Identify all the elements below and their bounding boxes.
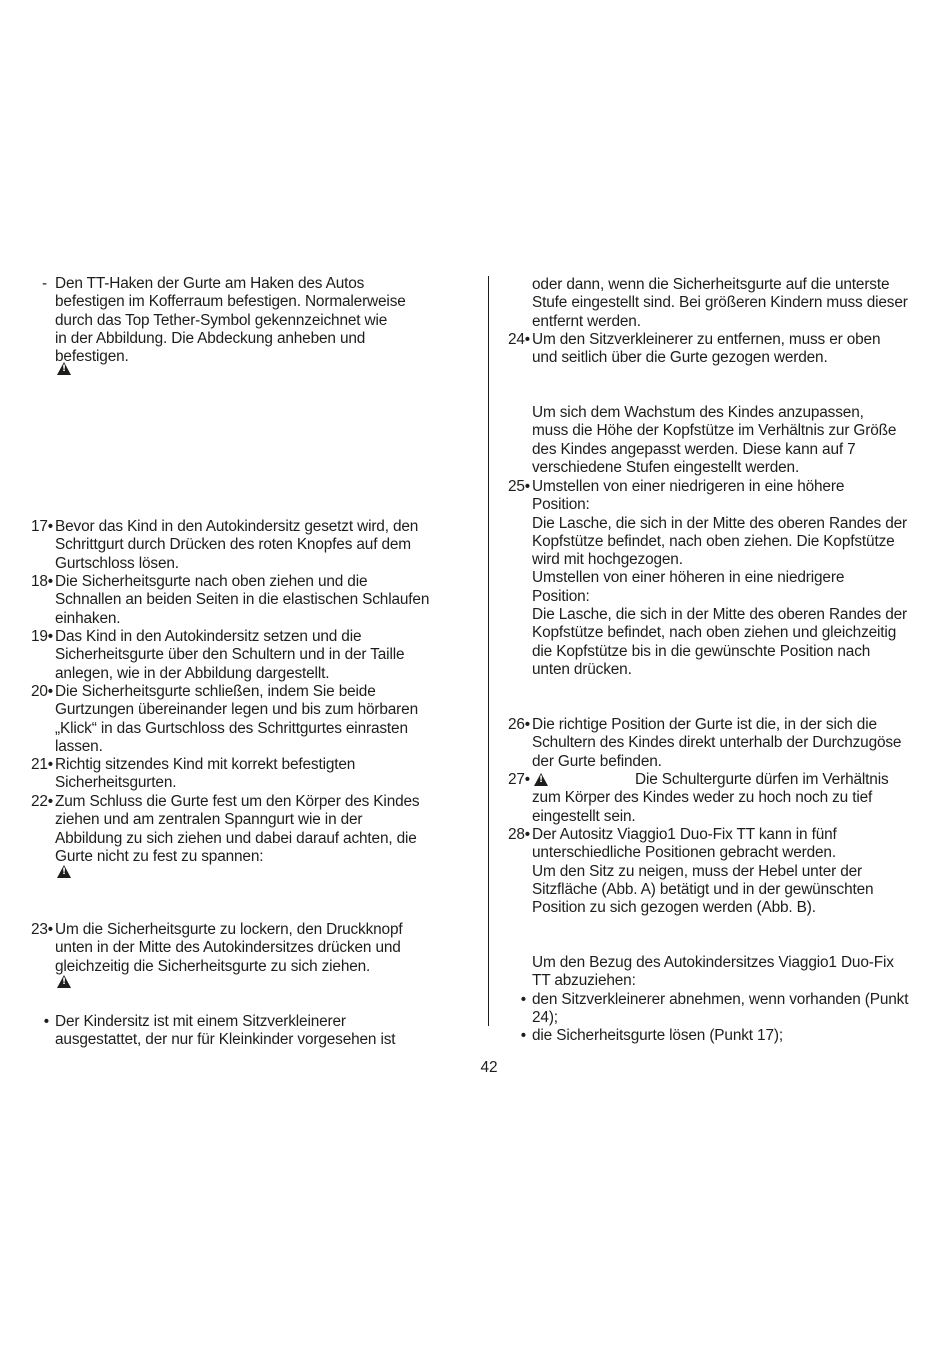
text-line: oder dann, wenn die Sicherheitsgurte auf die unterste — [532, 276, 890, 293]
text-line: Die Lasche, die sich in der Mitte des oberen Randes der — [532, 606, 908, 624]
item-number: 24• — [507, 331, 530, 348]
text-line: Sicherheitsgurte über den Schultern und in der Taille — [55, 646, 405, 664]
text-line: Die Schultergurte dürfen im Verhältnis — [635, 771, 889, 788]
item-number: 21• — [30, 756, 53, 773]
bullet: • — [520, 991, 526, 1008]
text-line: Umstellen von einer höheren in eine niedrigere — [532, 569, 845, 587]
text-line: Umstellen von einer niedrigeren in eine höhere — [532, 478, 845, 495]
instruction-item-20 — [30, 683, 418, 756]
instruction-item-21 — [30, 756, 356, 793]
text-line: Richtig sitzendes Kind mit korrekt befestigten — [55, 756, 356, 773]
page-number: 42 — [480, 1059, 498, 1076]
item-number: 28• — [507, 826, 530, 843]
text-line: Zum Schluss die Gurte fest um den Körper des Kindes — [55, 793, 420, 810]
instruction-item-18 — [30, 573, 430, 628]
instruction-item-25 — [507, 478, 908, 679]
text-line: Sitzfläche (Abb. A) betätigt und in der gewünschten — [532, 880, 874, 898]
text-line: Um den Sitz zu neigen, muss der Hebel unter der — [532, 862, 863, 880]
text-line: Gurte nicht zu fest zu spannen: — [55, 847, 264, 865]
text-line: und seitlich über die Gurte gezogen werden. — [532, 349, 828, 367]
item-number: 26• — [507, 716, 530, 733]
text-line: Der Kindersitz ist mit einem Sitzverkleinerer — [55, 1013, 346, 1030]
text-line: Position: — [532, 496, 590, 514]
text-line: „Klick“ in das Gurtschloss des Schrittgurtes einrasten — [55, 719, 408, 737]
text-line: der Gurte befinden. — [532, 752, 662, 770]
text-line: 24); — [532, 1009, 558, 1027]
cover-removal-intro — [532, 954, 894, 991]
text-line: Kopfstütze befindet, nach oben ziehen. Die Kopfstütze — [532, 532, 895, 550]
bullet: • — [43, 1013, 49, 1030]
text-line: Die richtige Position der Gurte ist die, in der sich die — [532, 716, 877, 733]
item-number: 22• — [30, 793, 53, 810]
text-line: den Sitzverkleinerer abnehmen, wenn vorhanden (Punkt — [532, 991, 909, 1008]
warning-triangle-icon — [57, 975, 71, 988]
item-number: 23• — [30, 921, 53, 938]
text-line: Position: — [532, 587, 590, 605]
text-line: Gurtzungen übereinander legen und bis zum hörbaren — [55, 701, 418, 719]
tt-hook-instruction — [42, 275, 406, 366]
text-line: des Kindes angepasst werden. Diese kann auf 7 — [532, 440, 856, 458]
text-line: Stufe eingestellt sind. Bei größeren Kindern muss dieser — [532, 294, 908, 312]
text-line: Der Autositz Viaggio1 Duo-Fix TT kann in fünf — [532, 826, 837, 843]
text-line: Um den Sitzverkleinerer zu entfernen, muss er oben — [532, 331, 881, 348]
text-line: Abbildung zu sich ziehen und dabei darauf achten, die — [55, 829, 417, 847]
text-line: anlegen, wie in der Abbildung dargestellt. — [55, 664, 330, 682]
instruction-item-27 — [507, 771, 889, 826]
text-line: Sicherheitsgurten. — [55, 774, 177, 792]
text-line: wird mit hochgezogen. — [532, 551, 683, 569]
text-line: unten in der Mitte des Autokindersitzes drücken und — [55, 939, 401, 957]
text-line: gleichzeitig die Sicherheitsgurte zu sich ziehen. — [55, 957, 371, 975]
headrest-intro — [532, 404, 896, 477]
item-number: 25• — [507, 478, 530, 495]
text-line: zum Körper des Kindes weder zu hoch noch zu tief — [532, 789, 873, 807]
text-line: Schnallen an beiden Seiten in die elastischen Schlaufen — [55, 591, 430, 609]
text-line: lassen. — [55, 737, 103, 755]
text-line: muss die Höhe der Kopfstütze im Verhältnis zur Größe — [532, 422, 897, 440]
text-line: unterschiedliche Positionen gebracht werden. — [532, 844, 836, 862]
text-line: unten drücken. — [532, 660, 632, 678]
text-line: eingestellt sein. — [532, 807, 636, 825]
seat-reducer-note — [43, 1013, 396, 1050]
bullet: • — [520, 1027, 526, 1044]
text-line: befestigen. — [55, 348, 129, 366]
text-line: die Kopfstütze bis in die gewünschte Position nach — [532, 642, 871, 660]
seat-reducer-continued — [532, 276, 908, 331]
instruction-item-23 — [30, 921, 403, 976]
text-line: ziehen und am zentralen Spanngurt wie in der — [55, 811, 363, 829]
instruction-item-26 — [507, 716, 902, 771]
text-line: Kopfstütze befindet, nach oben ziehen und gleichzeitig — [532, 624, 897, 642]
item-number: 20• — [30, 683, 53, 700]
item-number: 18• — [30, 573, 53, 590]
dash-bullet: - — [42, 275, 47, 292]
warning-triangle-icon — [57, 362, 71, 375]
item-number: 17• — [30, 518, 53, 535]
text-line: Bevor das Kind in den Autokindersitz gesetzt wird, den — [55, 518, 419, 535]
text-line: Schrittgurt durch Drücken des roten Knopfes auf dem — [55, 536, 411, 554]
text-line: Um sich dem Wachstum des Kindes anzupassen, — [532, 404, 864, 421]
text-line: Um den Bezug des Autokindersitzes Viaggio1 Duo-Fix — [532, 954, 894, 971]
text-line: TT abzuziehen: — [532, 972, 636, 990]
text-line: Um die Sicherheitsgurte zu lockern, den Druckknopf — [55, 921, 403, 938]
instruction-item-24 — [507, 331, 881, 368]
text-line: entfernt werden. — [532, 312, 641, 330]
text-line: in der Abbildung. Die Abdeckung anheben und — [55, 329, 366, 347]
text-line: Gurtschloss lösen. — [55, 554, 179, 572]
text-line: durch das Top Tether-Symbol gekennzeichnet wie — [55, 311, 388, 329]
text-line: befestigen im Kofferraum befestigen. Normalerweise — [55, 293, 406, 311]
item-number: 27• — [507, 771, 530, 788]
column-divider — [488, 276, 489, 1026]
text-line: Die Sicherheitsgurte nach oben ziehen und die — [55, 573, 368, 590]
text-line: ausgestattet, der nur für Kleinkinder vorgesehen ist — [55, 1031, 396, 1049]
instruction-item-22 — [30, 793, 420, 866]
text-line: Den TT-Haken der Gurte am Haken des Autos — [55, 275, 365, 292]
cover-removal-step — [520, 1027, 783, 1045]
text-line: die Sicherheitsgurte lösen (Punkt 17); — [532, 1027, 783, 1044]
instruction-item-17 — [30, 518, 419, 573]
text-line: Position zu sich gezogen werden (Abb. B). — [532, 899, 816, 917]
item-number: 19• — [30, 628, 53, 645]
warning-triangle-icon — [57, 865, 71, 878]
cover-removal-step — [520, 991, 909, 1028]
text-line: Die Sicherheitsgurte schließen, indem Sie beide — [55, 683, 376, 700]
instruction-item-28 — [507, 826, 874, 917]
text-line: Schultern des Kindes direkt unterhalb der Durchzugöse — [532, 734, 902, 752]
text-line: Die Lasche, die sich in der Mitte des oberen Randes der — [532, 514, 908, 532]
text-line: Das Kind in den Autokindersitz setzen und die — [55, 628, 362, 645]
warning-triangle-icon — [534, 773, 548, 786]
text-line: einhaken. — [55, 609, 121, 627]
instruction-item-19 — [30, 628, 405, 683]
text-line: verschiedene Stufen eingestellt werden. — [532, 458, 800, 476]
